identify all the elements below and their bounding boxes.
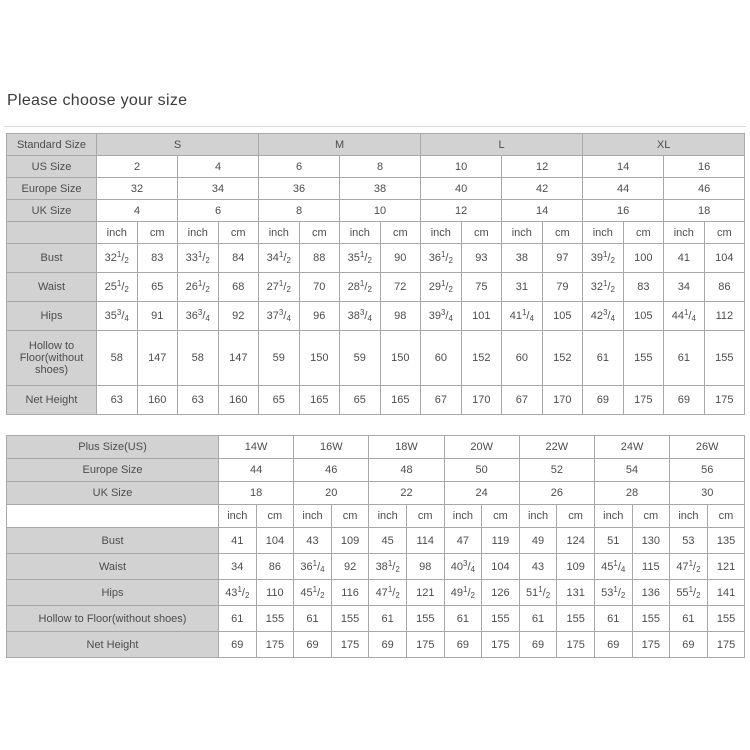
measure-value-cell: 43 [294, 528, 332, 554]
row-label-cell: Hips [7, 302, 97, 331]
measure-value-cell: 175 [331, 632, 369, 658]
measure-value-cell: 58 [178, 331, 219, 386]
size-value-cell: 14 [583, 156, 664, 178]
measure-value-cell: 165 [380, 386, 421, 415]
size-value-cell: 48 [369, 459, 444, 482]
unit-label-cell: inch [219, 505, 257, 528]
measure-value-cell: $38^3/_4$ [340, 302, 381, 331]
row-label-cell: Waist [7, 554, 219, 580]
measure-value-cell: 155 [331, 606, 369, 632]
measure-row [7, 302, 745, 331]
measure-value-cell: 65 [259, 386, 300, 415]
unit-label-cell: cm [704, 222, 745, 244]
measure-value-cell: 69 [594, 632, 632, 658]
measure-value-cell: 60 [421, 331, 462, 386]
size-row [7, 459, 745, 482]
measure-value-cell: 58 [97, 331, 138, 386]
standard-size-table [6, 133, 745, 415]
measure-value-cell: 69 [664, 386, 705, 415]
unit-corner-cell [7, 222, 97, 244]
row-label-cell: Hollow to Floor(without shoes) [7, 606, 219, 632]
size-value-cell: 26W [670, 436, 745, 459]
measure-value-cell: 110 [256, 580, 294, 606]
measure-value-cell: 114 [406, 528, 444, 554]
unit-label-cell: cm [461, 222, 502, 244]
measure-value-cell: $55^1/_2$ [670, 580, 708, 606]
measure-value-cell: $38^1/_2$ [369, 554, 407, 580]
size-value-cell: 46 [664, 178, 745, 200]
size-row [7, 482, 745, 505]
measure-value-cell: 105 [623, 302, 664, 331]
size-value-cell: 18 [219, 482, 294, 505]
measure-value-cell: 31 [502, 273, 543, 302]
size-value-cell: 28 [594, 482, 669, 505]
measure-value-cell: 43 [519, 554, 557, 580]
measure-value-cell: $36^1/_2$ [421, 244, 462, 273]
measure-value-cell: 160 [137, 386, 178, 415]
measure-value-cell: 101 [461, 302, 502, 331]
size-value-cell: 18 [664, 200, 745, 222]
plus-size-table [6, 435, 745, 658]
size-group-cell: XL [583, 134, 745, 156]
measure-value-cell: 69 [294, 632, 332, 658]
size-value-cell: 14W [219, 436, 294, 459]
measure-value-cell: 165 [299, 386, 340, 415]
measure-value-cell: 63 [97, 386, 138, 415]
measure-row [7, 554, 745, 580]
measure-value-cell: 170 [542, 386, 583, 415]
measure-value-cell: 61 [219, 606, 257, 632]
measure-value-cell: 69 [583, 386, 624, 415]
unit-label-cell: cm [218, 222, 259, 244]
size-value-cell: 8 [259, 200, 340, 222]
measure-value-cell: 116 [331, 580, 369, 606]
size-value-cell: 26 [519, 482, 594, 505]
measure-value-cell: 109 [331, 528, 369, 554]
measure-value-cell: $35^1/_2$ [340, 244, 381, 273]
measure-row [7, 244, 745, 273]
unit-label-cell: cm [331, 505, 369, 528]
measure-value-cell: 130 [632, 528, 670, 554]
size-value-cell: 22W [519, 436, 594, 459]
measure-value-cell: 69 [519, 632, 557, 658]
measure-value-cell: 41 [664, 244, 705, 273]
measure-value-cell: 45 [369, 528, 407, 554]
measure-value-cell: 90 [380, 244, 421, 273]
size-value-cell: 42 [502, 178, 583, 200]
measure-value-cell: 150 [380, 331, 421, 386]
unit-label-cell: cm [632, 505, 670, 528]
row-label-cell: Hips [7, 580, 219, 606]
measure-row [7, 580, 745, 606]
unit-label-cell: cm [380, 222, 421, 244]
measure-value-cell: 155 [256, 606, 294, 632]
measure-value-cell: 93 [461, 244, 502, 273]
measure-value-cell: 63 [178, 386, 219, 415]
size-group-cell: M [259, 134, 421, 156]
measure-value-cell: $51^1/_2$ [519, 580, 557, 606]
measure-value-cell: $27^1/_2$ [259, 273, 300, 302]
measure-value-cell: 61 [583, 331, 624, 386]
measure-value-cell: 61 [594, 606, 632, 632]
size-value-cell: 4 [178, 156, 259, 178]
unit-label-cell: inch [502, 222, 543, 244]
measure-value-cell: $34^1/_2$ [259, 244, 300, 273]
unit-label-cell: cm [542, 222, 583, 244]
row-label-cell: Bust [7, 528, 219, 554]
size-value-cell: 44 [583, 178, 664, 200]
measure-value-cell: 170 [461, 386, 502, 415]
size-value-cell: 38 [340, 178, 421, 200]
measure-value-cell: 91 [137, 302, 178, 331]
size-value-cell: 10 [340, 200, 421, 222]
row-label-cell: Bust [7, 244, 97, 273]
measure-value-cell: $32^1/_2$ [583, 273, 624, 302]
measure-value-cell: 67 [421, 386, 462, 415]
size-value-cell: 10 [421, 156, 502, 178]
measure-value-cell: $43^1/_2$ [219, 580, 257, 606]
measure-value-cell: $37^3/_4$ [259, 302, 300, 331]
page-title: Please choose your size [7, 92, 188, 109]
unit-label-cell: cm [707, 505, 745, 528]
measure-value-cell: 83 [623, 273, 664, 302]
group-header-row [7, 134, 745, 156]
size-value-cell: 44 [219, 459, 294, 482]
measure-value-cell: 67 [502, 386, 543, 415]
measure-value-cell: 175 [557, 632, 595, 658]
measure-value-cell: 175 [704, 386, 745, 415]
measure-value-cell: 69 [219, 632, 257, 658]
row-label-cell: Net Height [7, 632, 219, 658]
measure-value-cell: 38 [502, 244, 543, 273]
size-group-cell: S [97, 134, 259, 156]
measure-value-cell: 175 [256, 632, 294, 658]
size-value-cell: 20 [294, 482, 369, 505]
measure-value-cell: 92 [218, 302, 259, 331]
size-row [7, 436, 745, 459]
corner-label-cell: Standard Size [7, 134, 97, 156]
row-label-cell: Waist [7, 273, 97, 302]
size-value-cell: 6 [178, 200, 259, 222]
row-label-cell: Europe Size [7, 459, 219, 482]
size-value-cell: 24W [594, 436, 669, 459]
unit-label-cell: inch [670, 505, 708, 528]
row-label-cell: Net Height [7, 386, 97, 415]
measure-value-cell: 61 [670, 606, 708, 632]
measure-row [7, 331, 745, 386]
unit-label-cell: inch [340, 222, 381, 244]
size-value-cell: 34 [178, 178, 259, 200]
row-label-cell: Hollow to Floor(without shoes) [7, 331, 97, 386]
measure-value-cell: 96 [299, 302, 340, 331]
measure-value-cell: 98 [406, 554, 444, 580]
measure-value-cell: 121 [707, 554, 745, 580]
unit-label-cell: inch [519, 505, 557, 528]
size-value-cell: 18W [369, 436, 444, 459]
row-label-cell: UK Size [7, 200, 97, 222]
row-label-cell: UK Size [7, 482, 219, 505]
measure-value-cell: 69 [670, 632, 708, 658]
measure-value-cell: 155 [632, 606, 670, 632]
measure-row [7, 386, 745, 415]
measure-value-cell: $36^3/_4$ [178, 302, 219, 331]
unit-label-cell: cm [137, 222, 178, 244]
size-value-cell: 32 [97, 178, 178, 200]
measure-value-cell: 79 [542, 273, 583, 302]
unit-label-cell: cm [256, 505, 294, 528]
title-divider [4, 126, 746, 127]
unit-label-cell: inch [369, 505, 407, 528]
measure-value-cell: 141 [707, 580, 745, 606]
measure-value-cell: $26^1/_2$ [178, 273, 219, 302]
measure-value-cell: 92 [331, 554, 369, 580]
measure-value-cell: 75 [461, 273, 502, 302]
measure-value-cell: 86 [704, 273, 745, 302]
unit-label-cell: cm [623, 222, 664, 244]
size-value-cell: 4 [97, 200, 178, 222]
measure-value-cell: 97 [542, 244, 583, 273]
size-value-cell: 20W [444, 436, 519, 459]
size-row [7, 156, 745, 178]
unit-label-cell: inch [594, 505, 632, 528]
measure-value-cell: $35^3/_4$ [97, 302, 138, 331]
measure-value-cell: 160 [218, 386, 259, 415]
unit-label-cell: inch [583, 222, 624, 244]
unit-label-cell: cm [557, 505, 595, 528]
measure-value-cell: 34 [219, 554, 257, 580]
size-value-cell: 16 [583, 200, 664, 222]
measure-value-cell: 155 [707, 606, 745, 632]
measure-value-cell: 175 [632, 632, 670, 658]
measure-value-cell: 152 [461, 331, 502, 386]
measure-value-cell: $28^1/_2$ [340, 273, 381, 302]
size-value-cell: 8 [340, 156, 421, 178]
measure-value-cell: 115 [632, 554, 670, 580]
unit-label-cell: inch [664, 222, 705, 244]
size-value-cell: 24 [444, 482, 519, 505]
measure-value-cell: 175 [707, 632, 745, 658]
size-value-cell: 56 [670, 459, 745, 482]
size-value-cell: 16W [294, 436, 369, 459]
measure-value-cell: 68 [218, 273, 259, 302]
size-value-cell: 12 [502, 156, 583, 178]
size-value-cell: 50 [444, 459, 519, 482]
measure-value-cell: 61 [664, 331, 705, 386]
measure-value-cell: 69 [444, 632, 482, 658]
measure-value-cell: 72 [380, 273, 421, 302]
measure-value-cell: $36^1/_4$ [294, 554, 332, 580]
measure-value-cell: 61 [519, 606, 557, 632]
size-value-cell: 2 [97, 156, 178, 178]
measure-value-cell: 86 [256, 554, 294, 580]
unit-row [7, 505, 745, 528]
size-value-cell: 40 [421, 178, 502, 200]
measure-value-cell: 61 [294, 606, 332, 632]
measure-row [7, 273, 745, 302]
measure-value-cell: 124 [557, 528, 595, 554]
measure-value-cell: 105 [542, 302, 583, 331]
measure-value-cell: 61 [369, 606, 407, 632]
measure-value-cell: 53 [670, 528, 708, 554]
measure-value-cell: 65 [340, 386, 381, 415]
size-value-cell: 46 [294, 459, 369, 482]
measure-value-cell: 147 [137, 331, 178, 386]
measure-value-cell: 51 [594, 528, 632, 554]
measure-value-cell: 98 [380, 302, 421, 331]
size-value-cell: 54 [594, 459, 669, 482]
measure-value-cell: 150 [299, 331, 340, 386]
size-value-cell: 36 [259, 178, 340, 200]
measure-value-cell: 59 [259, 331, 300, 386]
measure-value-cell: $40^3/_4$ [444, 554, 482, 580]
measure-value-cell: 59 [340, 331, 381, 386]
unit-label-cell: inch [294, 505, 332, 528]
measure-value-cell: 100 [623, 244, 664, 273]
measure-value-cell: 104 [256, 528, 294, 554]
unit-label-cell: inch [259, 222, 300, 244]
size-value-cell: 22 [369, 482, 444, 505]
measure-value-cell: 175 [623, 386, 664, 415]
measure-value-cell: $53^1/_2$ [594, 580, 632, 606]
measure-value-cell: 175 [482, 632, 520, 658]
size-value-cell: 12 [421, 200, 502, 222]
size-value-cell: 30 [670, 482, 745, 505]
unit-label-cell: inch [97, 222, 138, 244]
measure-value-cell: 69 [369, 632, 407, 658]
measure-value-cell: $25^1/_2$ [97, 273, 138, 302]
measure-value-cell: 119 [482, 528, 520, 554]
measure-value-cell: $32^1/_2$ [97, 244, 138, 273]
measure-value-cell: 104 [482, 554, 520, 580]
measure-value-cell: $44^1/_4$ [664, 302, 705, 331]
size-value-cell: 52 [519, 459, 594, 482]
measure-value-cell: $39^3/_4$ [421, 302, 462, 331]
measure-value-cell: $47^1/_2$ [369, 580, 407, 606]
measure-value-cell: 34 [664, 273, 705, 302]
measure-value-cell: $29^1/_2$ [421, 273, 462, 302]
measure-value-cell: 126 [482, 580, 520, 606]
measure-value-cell: $49^1/_2$ [444, 580, 482, 606]
measure-value-cell: 155 [704, 331, 745, 386]
measure-value-cell: 41 [219, 528, 257, 554]
unit-label-cell: cm [299, 222, 340, 244]
measure-value-cell: 65 [137, 273, 178, 302]
unit-label-cell: inch [421, 222, 462, 244]
unit-row [7, 222, 745, 244]
row-label-cell: US Size [7, 156, 97, 178]
unit-label-cell: inch [444, 505, 482, 528]
measure-value-cell: $41^1/_4$ [502, 302, 543, 331]
measure-value-cell: $45^1/_4$ [594, 554, 632, 580]
measure-value-cell: 109 [557, 554, 595, 580]
measure-value-cell: 155 [623, 331, 664, 386]
measure-value-cell: 131 [557, 580, 595, 606]
row-label-cell: Europe Size [7, 178, 97, 200]
row-label-cell: Plus Size(US) [7, 436, 219, 459]
unit-label-cell: cm [406, 505, 444, 528]
size-value-cell: 14 [502, 200, 583, 222]
measure-value-cell: 155 [482, 606, 520, 632]
measure-value-cell: 61 [444, 606, 482, 632]
size-row [7, 200, 745, 222]
measure-value-cell: 112 [704, 302, 745, 331]
measure-value-cell: 152 [542, 331, 583, 386]
measure-value-cell: 70 [299, 273, 340, 302]
measure-value-cell: $33^1/_2$ [178, 244, 219, 273]
measure-value-cell: 135 [707, 528, 745, 554]
measure-value-cell: $42^3/_4$ [583, 302, 624, 331]
measure-value-cell: $39^1/_2$ [583, 244, 624, 273]
unit-label-cell: inch [178, 222, 219, 244]
measure-value-cell: 49 [519, 528, 557, 554]
measure-value-cell: 121 [406, 580, 444, 606]
size-row [7, 178, 745, 200]
measure-row [7, 632, 745, 658]
measure-value-cell: 83 [137, 244, 178, 273]
measure-value-cell: 155 [557, 606, 595, 632]
measure-value-cell: 47 [444, 528, 482, 554]
size-group-cell: L [421, 134, 583, 156]
measure-value-cell: 84 [218, 244, 259, 273]
measure-row [7, 606, 745, 632]
unit-label-cell: cm [482, 505, 520, 528]
measure-value-cell: $47^1/_2$ [670, 554, 708, 580]
measure-value-cell: 175 [406, 632, 444, 658]
size-value-cell: 16 [664, 156, 745, 178]
measure-value-cell: $45^1/_2$ [294, 580, 332, 606]
measure-value-cell: 88 [299, 244, 340, 273]
measure-row [7, 528, 745, 554]
size-value-cell: 6 [259, 156, 340, 178]
measure-value-cell: 155 [406, 606, 444, 632]
measure-value-cell: 147 [218, 331, 259, 386]
unit-corner-cell [7, 505, 219, 528]
measure-value-cell: 136 [632, 580, 670, 606]
measure-value-cell: 104 [704, 244, 745, 273]
measure-value-cell: 60 [502, 331, 543, 386]
